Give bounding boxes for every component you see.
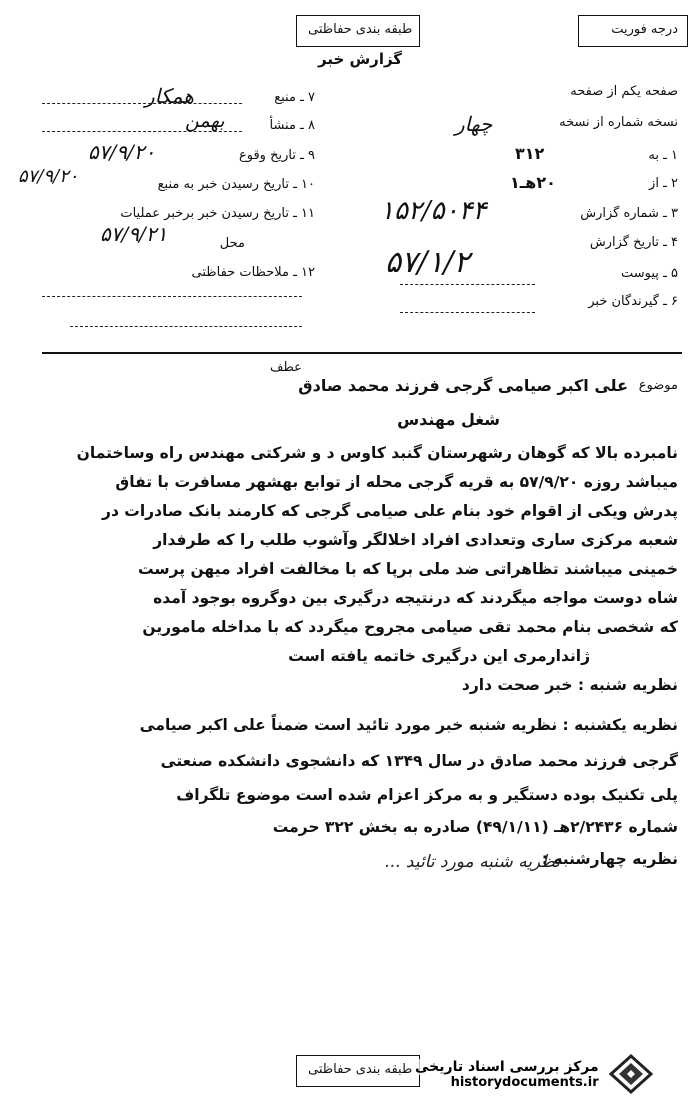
left-field-line-12b — [70, 326, 302, 327]
right-field-label-6: ۴ ـ تاریخ گزارش — [589, 235, 678, 250]
right-field-value-2: چهار — [455, 112, 493, 136]
note-line-6: نظریه چهارشنبه : — [541, 850, 678, 868]
right-field-label-4: ۲ ـ از — [649, 176, 678, 191]
body-line-6: شاه دوست مواجه میگردند که درنتیجه درگیری بین دوگروه بوجود آمده — [153, 589, 678, 607]
right-field-value-5: ۱۵۲/۵۰۴۴ — [380, 196, 487, 226]
right-field-value-3: ۳۱۲ — [515, 144, 545, 163]
right-field-label-1: صفحه یکم از صفحه — [570, 84, 678, 99]
note-line-2: نظریه یکشنبه : نظریه شنبه خبر مورد تائید است ضمناً علی اکبر صیامی — [139, 716, 678, 734]
urgency-label: درجه فوریت — [611, 22, 678, 37]
classification-label: طبقه بندی حفاظتی — [308, 22, 413, 37]
watermark-logo-icon — [607, 1052, 655, 1096]
right-field-label-5: ۳ ـ شماره گزارش — [580, 206, 678, 221]
left-field-label-11: ۱۱ ـ تاریخ رسیدن خبر برخبر عملیات — [120, 206, 315, 221]
left-field-value-place: ۵۷/۹/۲۱ — [100, 222, 168, 246]
left-field-label-12: ۱۲ ـ ملاحظات حفاظتی — [191, 265, 315, 280]
left-field-value-9: ۵۷/۹/۲۰ — [88, 140, 156, 164]
note-line-1: نظریه شنبه : خبر صحت دارد — [461, 676, 678, 694]
right-field-label-2: نسخه شماره از نسخه — [559, 115, 678, 130]
left-field-label-place: محل — [219, 236, 245, 251]
body-line-1: نامبرده بالا که گوهان رشهرستان گنبد کاوس د و شرکتی مهندس راه وساختمان — [76, 444, 678, 462]
atf-label: عطف — [270, 360, 302, 375]
body-line-2: میباشد روزه ۵۷/۹/۲۰ به قریه گرجی محله از توابع بهشهر مسافرت با تفاق — [115, 473, 678, 491]
right-field-label-7: ۵ ـ پیوست — [621, 266, 678, 281]
right-field-value-6: ۵۷/۱/۲ — [385, 245, 470, 280]
right-field-value-4: ۲۰هـ۱ — [510, 173, 556, 192]
left-field-line-12a — [42, 296, 302, 297]
left-field-value-7: همکار — [145, 84, 194, 108]
right-field-label-8: ۶ ـ گیرندگان خبر — [588, 294, 678, 309]
watermark-line-1: مرکز بررسی اسناد تاریخی — [415, 1058, 599, 1075]
left-field-label-7: ۷ ـ منبع — [274, 90, 315, 105]
signature-note: نظریه شنبه مورد تائید ... — [384, 852, 560, 872]
left-field-label-10: ۱۰ ـ تاریخ رسیدن خبر به منبع — [157, 177, 315, 192]
subject-label: موضوع — [638, 378, 678, 393]
body-line-8: ژاندارمری این درگیری خاتمه یافته است — [288, 647, 590, 665]
left-field-line-8 — [42, 131, 242, 132]
left-field-label-8: ۸ ـ منشأ — [269, 118, 315, 133]
right-field-label-3: ۱ ـ به — [648, 148, 678, 163]
note-line-3: گرجی فرزند محمد صادق در سال ۱۳۴۹ که دانشجوی دانشکده صنعتی — [160, 752, 678, 770]
body-line-7: که شخصی بنام محمد تقی صیامی مجروح میگردد که با مداخله مامورین — [142, 618, 678, 636]
note-line-5: شماره ۲/۲۴۳۶هـ (۴۹/۱/۱۱) صادره به بخش ۳۲۲ حرمت — [272, 818, 678, 836]
right-field-line-7 — [400, 284, 535, 285]
body-line-3: پدرش ویکی از اقوام خود بنام علی صیامی گرجی که کارمند بانک صادرات در — [102, 502, 678, 520]
footer-classification-label: طبقه بندی حفاظتی — [308, 1062, 413, 1077]
left-field-label-9: ۹ ـ تاریخ وقوع — [238, 148, 315, 163]
section-divider — [42, 352, 682, 354]
body-line-5: خمینی میباشند تظاهراتی ضد ملی برپا که با مخالفت افراد میهن پرست — [137, 560, 678, 578]
body-line-4: شعبه مرکزی ساری وتعدادی افراد اخلالگر وآشوب طلب را که طرفدار — [153, 531, 678, 549]
left-field-value-10: ۵۷/۹/۲۰ — [18, 166, 79, 187]
report-title: گزارش خبر — [318, 50, 403, 68]
left-field-value-8: بهمن — [185, 110, 225, 132]
note-line-4: پلی تکنیک بوده دستگیر و به مرکز اعزام شده است موضوع تلگراف — [176, 786, 678, 804]
left-field-line-7 — [42, 103, 242, 104]
right-field-line-8 — [400, 312, 535, 313]
subject-job: شغل مهندس — [397, 410, 500, 429]
subject-value: علی اکبر صیامی گرجی فرزند محمد صادق — [298, 376, 628, 395]
watermark — [415, 1052, 655, 1096]
watermark-line-2: historydocuments.ir — [450, 1074, 599, 1090]
